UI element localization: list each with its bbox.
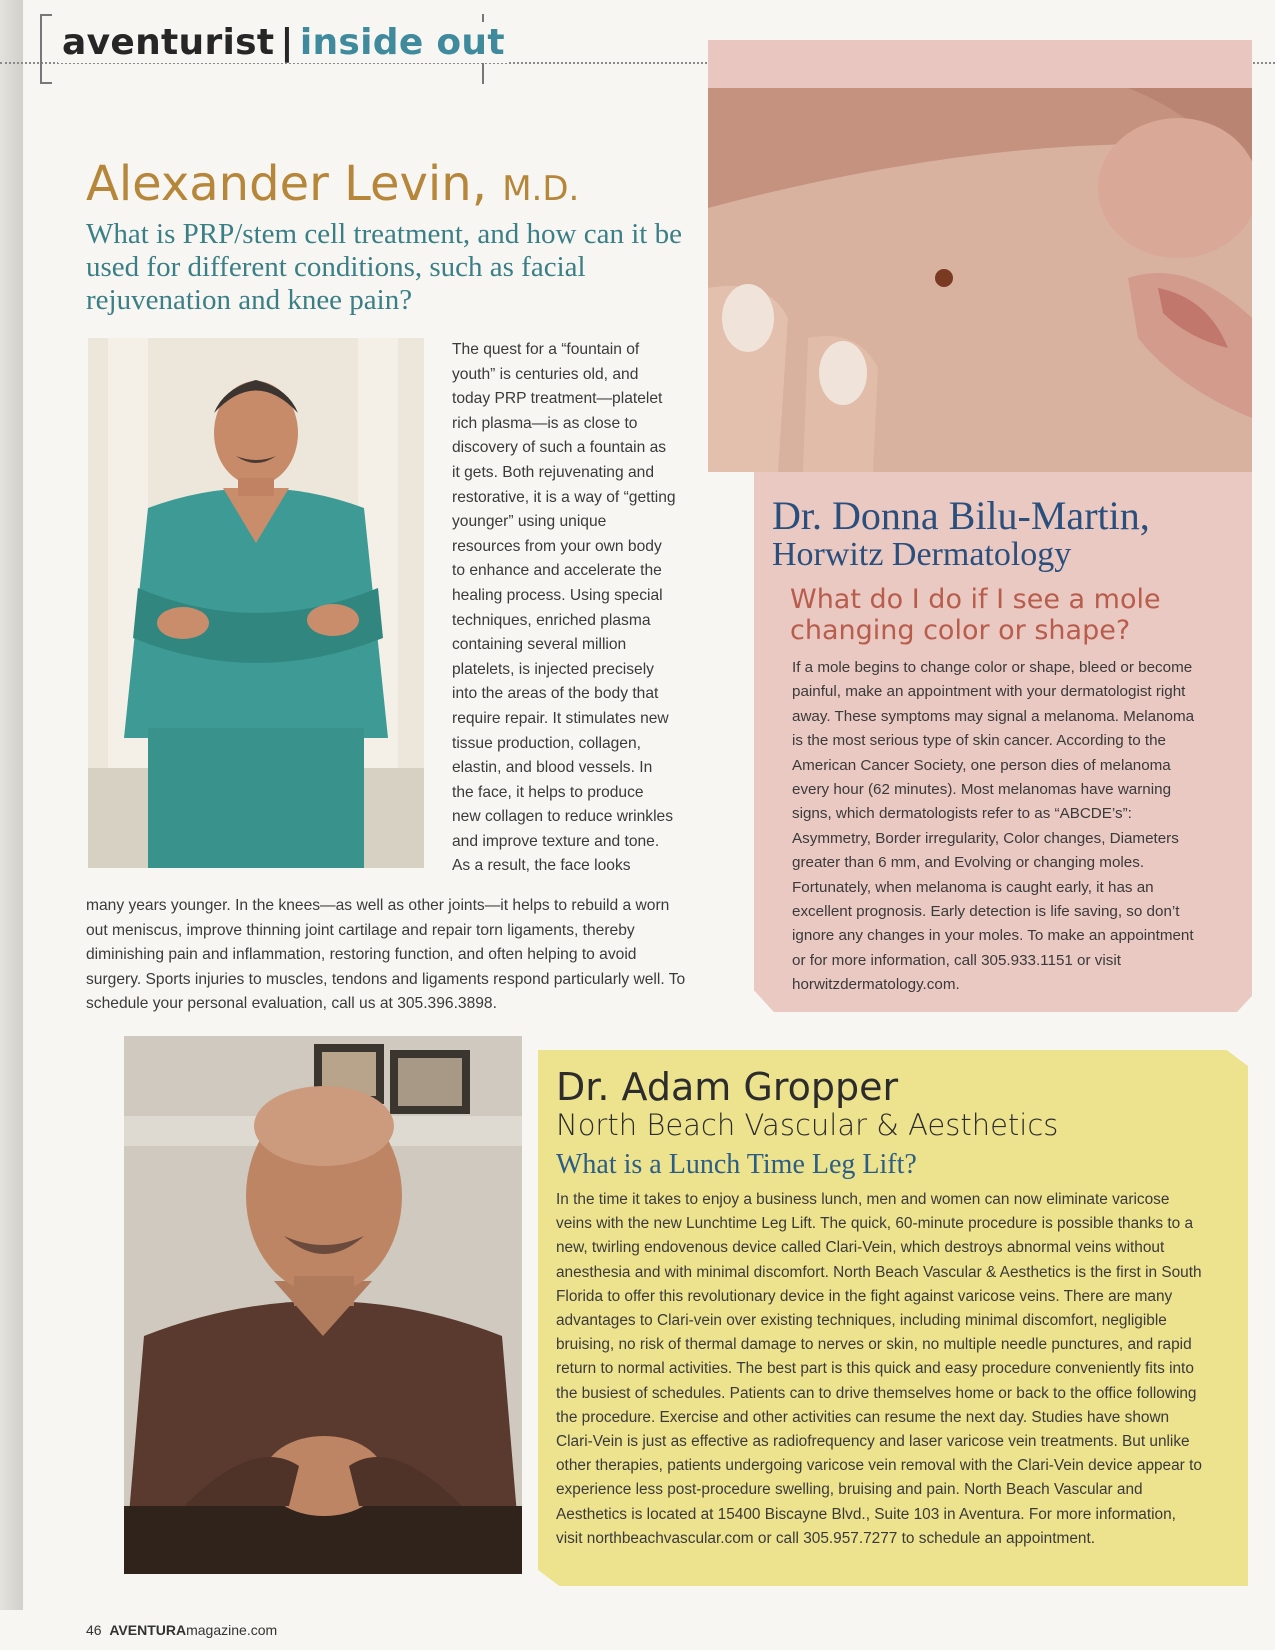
subsection-title: inside out bbox=[299, 22, 505, 63]
gropper-portrait-photo bbox=[124, 1036, 522, 1574]
bilu-martin-org: Horwitz Dermatology bbox=[772, 536, 1072, 573]
mole-closeup-photo bbox=[708, 88, 1252, 472]
levin-heading bbox=[86, 156, 579, 212]
bilu-martin-body: If a mole begins to change color or shape, bleed or become painful, make an appointment with your dermatologist right away. These symptoms may signal a melanoma. Melanoma is the most serious type of skin cancer. According to the American Cancer Society, one person dies of melanoma every hour (62 minutes). Most melanomas have warning signs, which dermatologists refer to as “ABCDE’s”: Asymmetry, Border irregularity, Color changes, Diameters greater than 6 mm, and Evolving or changing moles. Fortunately, when melanoma is caught early, it has an excellent prognosis. Early detection is life saving, so don’t ignore any changes in your moles. To make an appointment or for more information, call 305.933.1151 or visit horwitzdermatology.com. bbox=[792, 659, 1195, 994]
magazine-site-suffix: magazine.com bbox=[186, 1622, 278, 1638]
page-folio bbox=[86, 1622, 277, 1638]
levin-portrait-photo bbox=[88, 338, 424, 868]
section-separator: | bbox=[280, 22, 294, 63]
section-header bbox=[58, 22, 509, 63]
levin-credential: M.D. bbox=[502, 169, 580, 209]
gropper-body: In the time it takes to enjoy a business lunch, men and women can now eliminate varicose veins with the new Lunchtime Leg Lift. The quick, 60-minute procedure is possible thanks to a new, twirling endovenous device called Clari-Vein, which destroys abnormal veins without anesthesia and with minimal discomfort. North Beach Vascular & Aesthetics is the first in South Florida to offer this revolutionary device in the fight against varicose veins. There are many advantages to Clari-vein over existing techniques, including minimal discomfort, negligible bruising, no risk of thermal damage to nerves or skin, no multiple needle punctures, and rapid return to normal activities. The best part is this quick and easy procedure conveniently fits into the busiest of schedules. Patients can to drive themselves home or back to the office following the procedure. Exercise and other activities can resume the next day. Studies have shown Clari-Vein is just as effective as radiofrequency and laser varicose vein treatments. But unlike other therapies, patients undergoing varicose vein removal with the Clari-Vein device appear to experience less post-procedure swelling, bruising and pain. North Beach Vascular and Aesthetics is located at 15400 Biscayne Blvd., Suite 103 in Aventura. For more information, visit northbeachvascular.com or call 305.957.7277 to schedule an appointment. bbox=[556, 1191, 1202, 1547]
levin-name: Alexander Levin, bbox=[86, 156, 487, 212]
gropper-org: North Beach Vascular & Aesthetics bbox=[556, 1108, 1059, 1142]
section-title: aventurist bbox=[62, 22, 275, 63]
gropper-question: What is a Lunch Time Leg Lift? bbox=[556, 1149, 917, 1180]
gropper-name: Dr. Adam Gropper bbox=[556, 1065, 899, 1109]
page-number: 46 bbox=[86, 1622, 102, 1638]
levin-question: What is PRP/stem cell treatment, and how can it be used for different conditions, such as facial rejuvenation and knee pain? bbox=[86, 218, 682, 316]
levin-body-column: The quest for a “fountain of youth” is centuries old, and today PRP treatment—platelet rich plasma—is as close to discovery of such a fountain as it gets. Both rejuvenating and restorative, it is a way of “getting younger” using unique resources from your own body to enhance and accelerate the healing process. Using special techniques, enriched plasma containing several million platelets, is injected precisely into the areas of the body that require repair. It stimulates new tissue production, collagen, elastin, and blood vessels. In the face, it helps to produce new collagen to reduce wrinkles and improve texture and tone. As a result, the face looks bbox=[452, 341, 676, 875]
page-gutter-shadow bbox=[0, 0, 23, 1610]
pink-panel-top-band bbox=[708, 40, 1252, 88]
bilu-martin-question: What do I do if I see a mole changing color or shape? bbox=[790, 584, 1161, 646]
levin-body-wide: many years younger. In the knees—as well as other joints—it helps to rebuild a worn out meniscus, improve thinning joint cartilage and repair torn ligaments, thereby diminishing pain and inflammation, restoring function, and often helping to avoid surgery. Sports injuries to muscles, tendons and ligaments respond particularly well. To schedule your personal evaluation, call us at 305.396.3898. bbox=[86, 897, 686, 1013]
magazine-brand: AVENTURA bbox=[109, 1622, 187, 1638]
bilu-martin-name: Dr. Donna Bilu-Martin, bbox=[772, 493, 1150, 538]
